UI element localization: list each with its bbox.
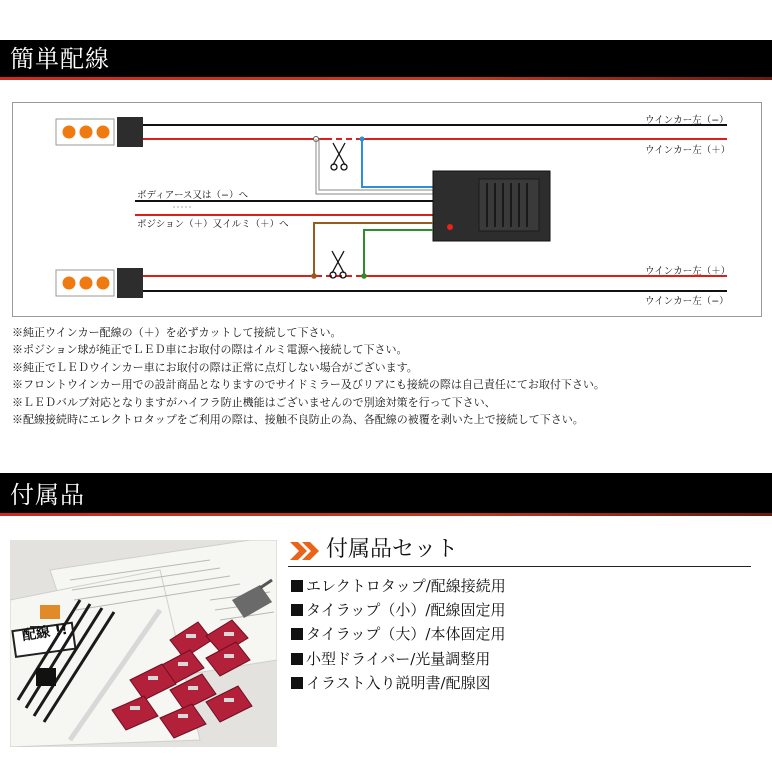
top-led-unit (56, 117, 143, 147)
label-body-earth: ボディアース又は（−）へ (137, 190, 248, 201)
list-item (291, 598, 506, 622)
label-position: ポジション（＋）又イルミ（＋）へ (137, 219, 289, 230)
accessories-list (291, 574, 506, 695)
list-item-label: タイラップ（小）/配線固定用 (306, 601, 506, 620)
note-item: ※フロントウインカー用での設計商品となりますのでサイドミラー及びリアにも接続の際は自己責任にてお取付下さい。 (12, 378, 605, 392)
list-item-label: 小型ドライバー/光量調整用 (306, 649, 491, 668)
wiring-diagram (12, 102, 762, 317)
blue-wire (362, 139, 433, 187)
label-top-minus: ウインカー左（−） (645, 115, 729, 126)
square-bullet-icon (291, 677, 303, 689)
header-accent-line (0, 77, 772, 80)
green-wire (364, 230, 433, 275)
square-bullet-icon (291, 653, 303, 665)
list-item (291, 622, 506, 646)
square-bullet-icon (291, 604, 303, 616)
accessories-set-title: 付属品セット (326, 537, 459, 562)
scissors-icon-bottom (330, 251, 346, 278)
label-top-plus: ウインカー左（＋） (645, 145, 731, 156)
label-bottom-plus: ウインカー左（＋） (645, 266, 731, 277)
list-item (291, 671, 506, 695)
list-item-label: イラスト入り説明書/配腺図 (306, 673, 491, 692)
accessories-section-title: 付属品 (10, 481, 85, 509)
square-bullet-icon (291, 628, 303, 640)
scissors-icon-top (331, 143, 347, 170)
accessories-section-header (0, 473, 772, 516)
photo-label: 配線 !! (21, 621, 69, 645)
control-module (433, 171, 550, 241)
list-item (291, 647, 506, 671)
led-dot (80, 277, 93, 290)
list-item-label: タイラップ（大）/本体固定用 (306, 625, 506, 644)
led-dot (80, 126, 93, 139)
note-item: ※純正ウインカー配線の（＋）を必ずカットして接続して下さい。 (12, 326, 342, 339)
list-item (291, 574, 506, 598)
note-item: ※純正でＬＥＤウインカー車にお取付の際は正常に点灯しない場合がございます。 (12, 360, 418, 374)
bottom-led-unit (56, 268, 143, 298)
list-item-label: エレクトロタップ/配線接続用 (306, 577, 506, 595)
square-bullet-icon (291, 580, 303, 592)
led-dot (63, 277, 76, 290)
led-dot (97, 277, 110, 290)
accessories-set-heading (288, 536, 751, 567)
accessories-photo (10, 540, 277, 747)
led-dot (63, 126, 76, 139)
wiring-section-header (0, 40, 772, 80)
top-socket (117, 117, 143, 147)
module-led (447, 224, 453, 230)
note-item: ※ＬＥＤバルブ対応となりますがハイフラ防止機能はございませんので別途対策を行って下さい、 (12, 395, 496, 409)
header-accent-line (0, 513, 772, 516)
led-dot (97, 126, 110, 139)
wiring-section-title: 簡単配線 (10, 45, 110, 73)
wiring-diagram-svg (13, 103, 761, 316)
label-bottom-minus: ウインカー左（−） (645, 296, 729, 307)
note-item: ※ポジション球が純正でＬＥＤ車にお取付の際はイルミ電源へ接続して下さい。 (12, 343, 408, 357)
bottom-socket (117, 268, 143, 298)
notes-list (12, 324, 767, 428)
double-chevron-icon (288, 540, 322, 562)
note-item: ※配線接続時にエレクトロタップをご利用の際は、接触不良防止の為、各配線の被覆を剥いた上で接続して下さい。 (12, 413, 584, 427)
